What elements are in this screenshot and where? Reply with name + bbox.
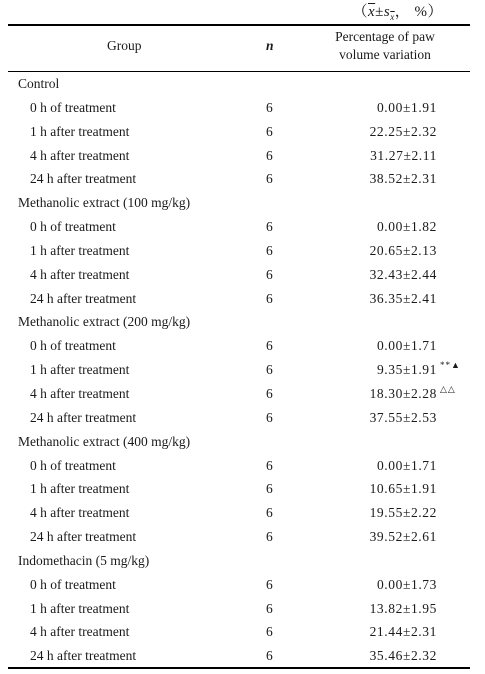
table-row (0, 526, 485, 550)
table-row (0, 455, 485, 479)
table-row (0, 97, 485, 121)
table-row (0, 478, 485, 502)
value-cell: 0.00±1.91 (376, 99, 437, 115)
n-cell: 6 (266, 409, 273, 425)
n-cell: 6 (266, 624, 273, 640)
group-label: Methanolic extract (100 mg/kg) (18, 195, 191, 211)
n-cell: 6 (266, 576, 273, 592)
header-percentage (310, 28, 460, 64)
header-percentage-line2: volume variation (339, 47, 431, 62)
n-cell: 6 (266, 99, 273, 115)
header-rule (8, 71, 470, 72)
group-row (0, 192, 485, 216)
table-row (0, 621, 485, 645)
timepoint-label: 24 h after treatment (30, 648, 137, 664)
value-cell: 0.00±1.73 (376, 576, 437, 592)
value-cell: 21.44±2.31 (369, 624, 437, 640)
value-cell: 0.00±1.82 (376, 219, 437, 235)
timepoint-label: 4 h after treatment (30, 624, 130, 640)
timepoint-label: 0 h of treatment (30, 457, 116, 473)
timepoint-label: 4 h after treatment (30, 505, 130, 521)
value-cell: 31.27±2.11 (370, 147, 437, 163)
value-cell: 32.43±2.44 (369, 266, 437, 282)
value-cell: 37.55±2.53 (369, 409, 437, 425)
value-cell: 0.00±1.71 (376, 338, 437, 354)
n-cell: 6 (266, 457, 273, 473)
header-n: n (266, 38, 274, 53)
value-cell: 0.00±1.71 (376, 457, 437, 473)
table-row (0, 407, 485, 431)
unit-tail: ， %） (394, 4, 443, 20)
n-cell: 6 (266, 505, 273, 521)
table-row (0, 168, 485, 192)
table-row (0, 145, 485, 169)
table-row (0, 121, 485, 145)
bottom-rule (8, 667, 470, 669)
n-cell: 6 (266, 338, 273, 354)
value-cell: 20.65±2.13 (369, 242, 437, 258)
group-row (0, 550, 485, 574)
unit-mean-symbol: $\overline{x}$ (368, 4, 376, 20)
top-rule (8, 24, 470, 26)
n-cell: 6 (266, 123, 273, 139)
timepoint-label: 0 h of treatment (30, 338, 116, 354)
unit-sub: x (390, 12, 395, 22)
table-row (0, 288, 485, 312)
n-cell: 6 (266, 266, 273, 282)
timepoint-label: 1 h after treatment (30, 362, 130, 378)
n-cell: 6 (266, 385, 273, 401)
timepoint-label: 4 h after treatment (30, 147, 130, 163)
unit-note (352, 0, 443, 22)
table-row (0, 264, 485, 288)
group-label: Control (18, 76, 60, 91)
value-cell: 22.25±2.32 (369, 123, 437, 139)
n-cell: 6 (266, 362, 273, 378)
timepoint-label: 24 h after treatment (30, 290, 137, 306)
timepoint-label: 1 h after treatment (30, 600, 130, 616)
timepoint-label: 1 h after treatment (30, 123, 130, 139)
table-body (0, 73, 485, 669)
timepoint-label: 4 h after treatment (30, 266, 130, 282)
timepoint-label: 24 h after treatment (30, 171, 137, 187)
group-label: Methanolic extract (400 mg/kg) (18, 433, 191, 449)
value-cell: 39.52±2.61 (369, 529, 437, 545)
timepoint-label: 24 h after treatment (30, 409, 137, 425)
table-row (0, 216, 485, 240)
timepoint-label: 0 h of treatment (30, 99, 116, 115)
table-row (0, 598, 485, 622)
group-row (0, 311, 485, 335)
timepoint-label: 1 h after treatment (30, 242, 130, 258)
significance-mark: **▲ (440, 360, 461, 371)
value-cell: 13.82±1.95 (369, 600, 437, 616)
group-row (0, 431, 485, 455)
n-cell: 6 (266, 481, 273, 497)
value-cell: 35.46±2.32 (369, 648, 437, 664)
value-cell: 10.65±1.91 (369, 481, 437, 497)
table-row (0, 645, 485, 669)
header-group: Group (107, 38, 142, 53)
n-cell: 6 (266, 648, 273, 664)
timepoint-label: 0 h of treatment (30, 576, 116, 592)
value-cell: 38.52±2.31 (369, 171, 437, 187)
value-cell: 19.55±2.22 (369, 505, 437, 521)
significance-mark: △△ (440, 383, 456, 394)
unit-open: （ (352, 4, 368, 20)
unit-s: s (383, 4, 391, 20)
group-row (0, 73, 485, 97)
timepoint-label: 4 h after treatment (30, 385, 130, 401)
n-cell: 6 (266, 529, 273, 545)
table-row (0, 335, 485, 359)
n-cell: 6 (266, 290, 273, 306)
n-cell: 6 (266, 600, 273, 616)
n-cell: 6 (266, 242, 273, 258)
table-row (0, 359, 485, 383)
table-row (0, 574, 485, 598)
value-cell: 36.35±2.41 (369, 290, 437, 306)
table-row (0, 383, 485, 407)
value-cell: 18.30±2.28 (369, 385, 437, 401)
table-row (0, 502, 485, 526)
header-percentage-line1: Percentage of paw (335, 29, 435, 44)
group-label: Indomethacin (5 mg/kg) (18, 552, 150, 568)
unit-pm: ± (375, 4, 384, 20)
timepoint-label: 0 h of treatment (30, 219, 116, 235)
n-cell: 6 (266, 171, 273, 187)
timepoint-label: 24 h after treatment (30, 529, 137, 545)
value-cell: 9.35±1.91 (376, 362, 437, 378)
group-label: Methanolic extract (200 mg/kg) (18, 314, 191, 330)
timepoint-label: 1 h after treatment (30, 481, 130, 497)
n-cell: 6 (266, 147, 273, 163)
n-cell: 6 (266, 219, 273, 235)
table-row (0, 240, 485, 264)
